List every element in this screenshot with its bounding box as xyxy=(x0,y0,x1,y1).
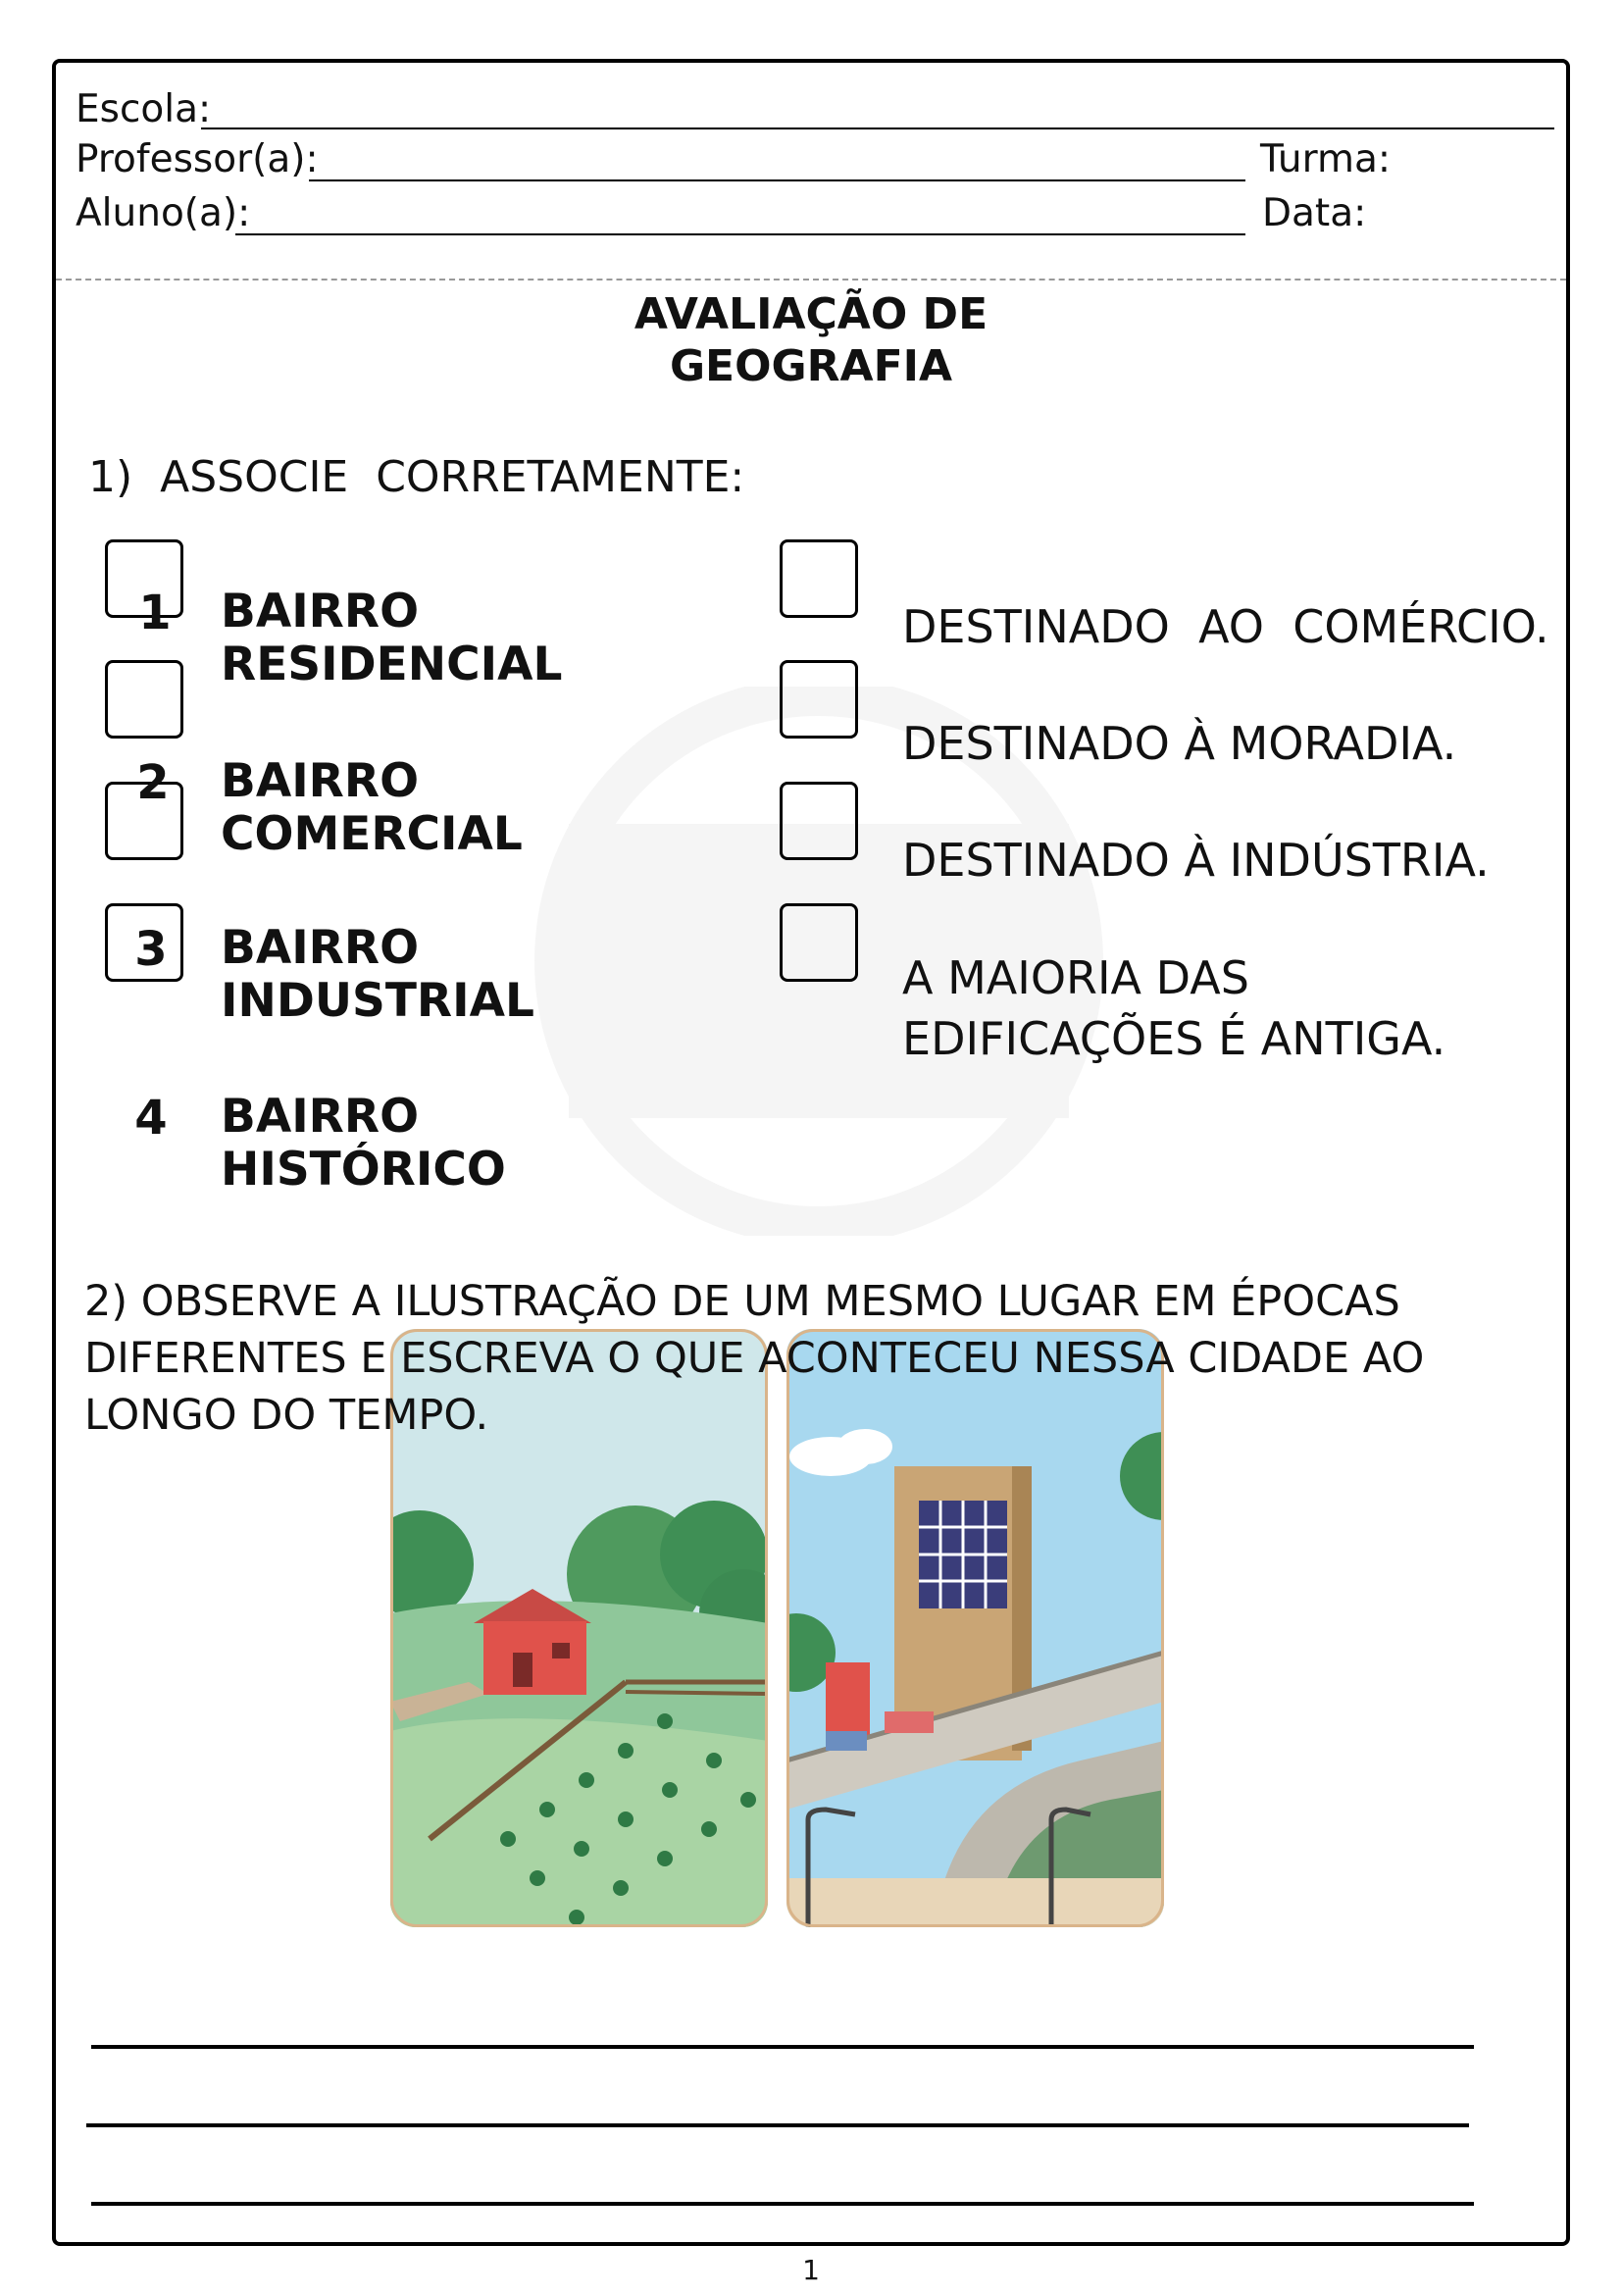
item-number-4: 4 xyxy=(134,1091,168,1146)
school-field[interactable] xyxy=(201,128,1554,129)
left-checkbox-2[interactable] xyxy=(105,660,183,739)
student-field[interactable] xyxy=(235,233,1245,235)
question-1-prompt: 1) ASSOCIE CORRETAMENTE: xyxy=(88,452,745,502)
neighborhood-residential xyxy=(221,586,562,691)
option-industry: DESTINADO À INDÚSTRIA. xyxy=(902,834,1490,887)
neighborhood-label-line2: COMERCIAL xyxy=(221,807,523,861)
date-label: Data: xyxy=(1262,191,1367,235)
option-commerce: DESTINADO AO COMÉRCIO. xyxy=(902,600,1549,653)
neighborhood-label-line1: BAIRRO xyxy=(221,754,420,808)
question-2-line3: LONGO DO TEMPO. xyxy=(84,1391,489,1440)
answer-line-2[interactable] xyxy=(86,2123,1469,2127)
right-checkbox-4[interactable] xyxy=(780,903,858,982)
option-historic-line1: A MAIORIA DAS xyxy=(902,951,1249,1004)
answer-line-1[interactable] xyxy=(91,2045,1474,2049)
item-number-1: 1 xyxy=(138,586,172,640)
question-2-prompt xyxy=(84,1273,1424,1444)
neighborhood-label-line1: BAIRRO xyxy=(221,1090,420,1144)
neighborhood-label-line1: BAIRRO xyxy=(221,921,420,975)
option-housing: DESTINADO À MORADIA. xyxy=(902,717,1457,770)
title-line-2: GEOGRAFIA xyxy=(669,341,953,391)
neighborhood-commercial xyxy=(221,755,523,861)
question-2-line2: DIFERENTES E ESCREVA O QUE ACONTECEU NESSA CIDADE AO xyxy=(84,1334,1425,1383)
title-line-1: AVALIAÇÃO DE xyxy=(634,289,988,339)
teacher-field[interactable] xyxy=(309,179,1245,181)
option-historic-line2: EDIFICAÇÕES É ANTIGA. xyxy=(902,1012,1446,1065)
right-checkbox-2[interactable] xyxy=(780,660,858,739)
header-divider xyxy=(56,279,1566,281)
neighborhood-label-line1: BAIRRO xyxy=(221,585,420,638)
neighborhood-label-line2: HISTÓRICO xyxy=(221,1143,506,1197)
right-checkbox-3[interactable] xyxy=(780,782,858,860)
class-label: Turma: xyxy=(1260,137,1391,181)
neighborhood-historic xyxy=(221,1091,506,1197)
page-title xyxy=(0,288,1622,392)
question-2-line1: 2) OBSERVE A ILUSTRAÇÃO DE UM MESMO LUGAR EM ÉPOCAS xyxy=(84,1277,1400,1326)
neighborhood-label-line2: RESIDENCIAL xyxy=(221,638,563,691)
answer-line-3[interactable] xyxy=(91,2202,1474,2206)
teacher-label: Professor(a): xyxy=(76,137,319,181)
student-label: Aluno(a): xyxy=(76,191,251,235)
right-checkbox-1[interactable] xyxy=(780,539,858,618)
item-number-3: 3 xyxy=(134,922,168,977)
school-label: Escola: xyxy=(76,87,212,131)
neighborhood-label-line2: INDUSTRIAL xyxy=(221,974,534,1028)
page-number: 1 xyxy=(802,2254,820,2286)
item-number-2: 2 xyxy=(136,755,170,810)
neighborhood-industrial xyxy=(221,922,534,1028)
